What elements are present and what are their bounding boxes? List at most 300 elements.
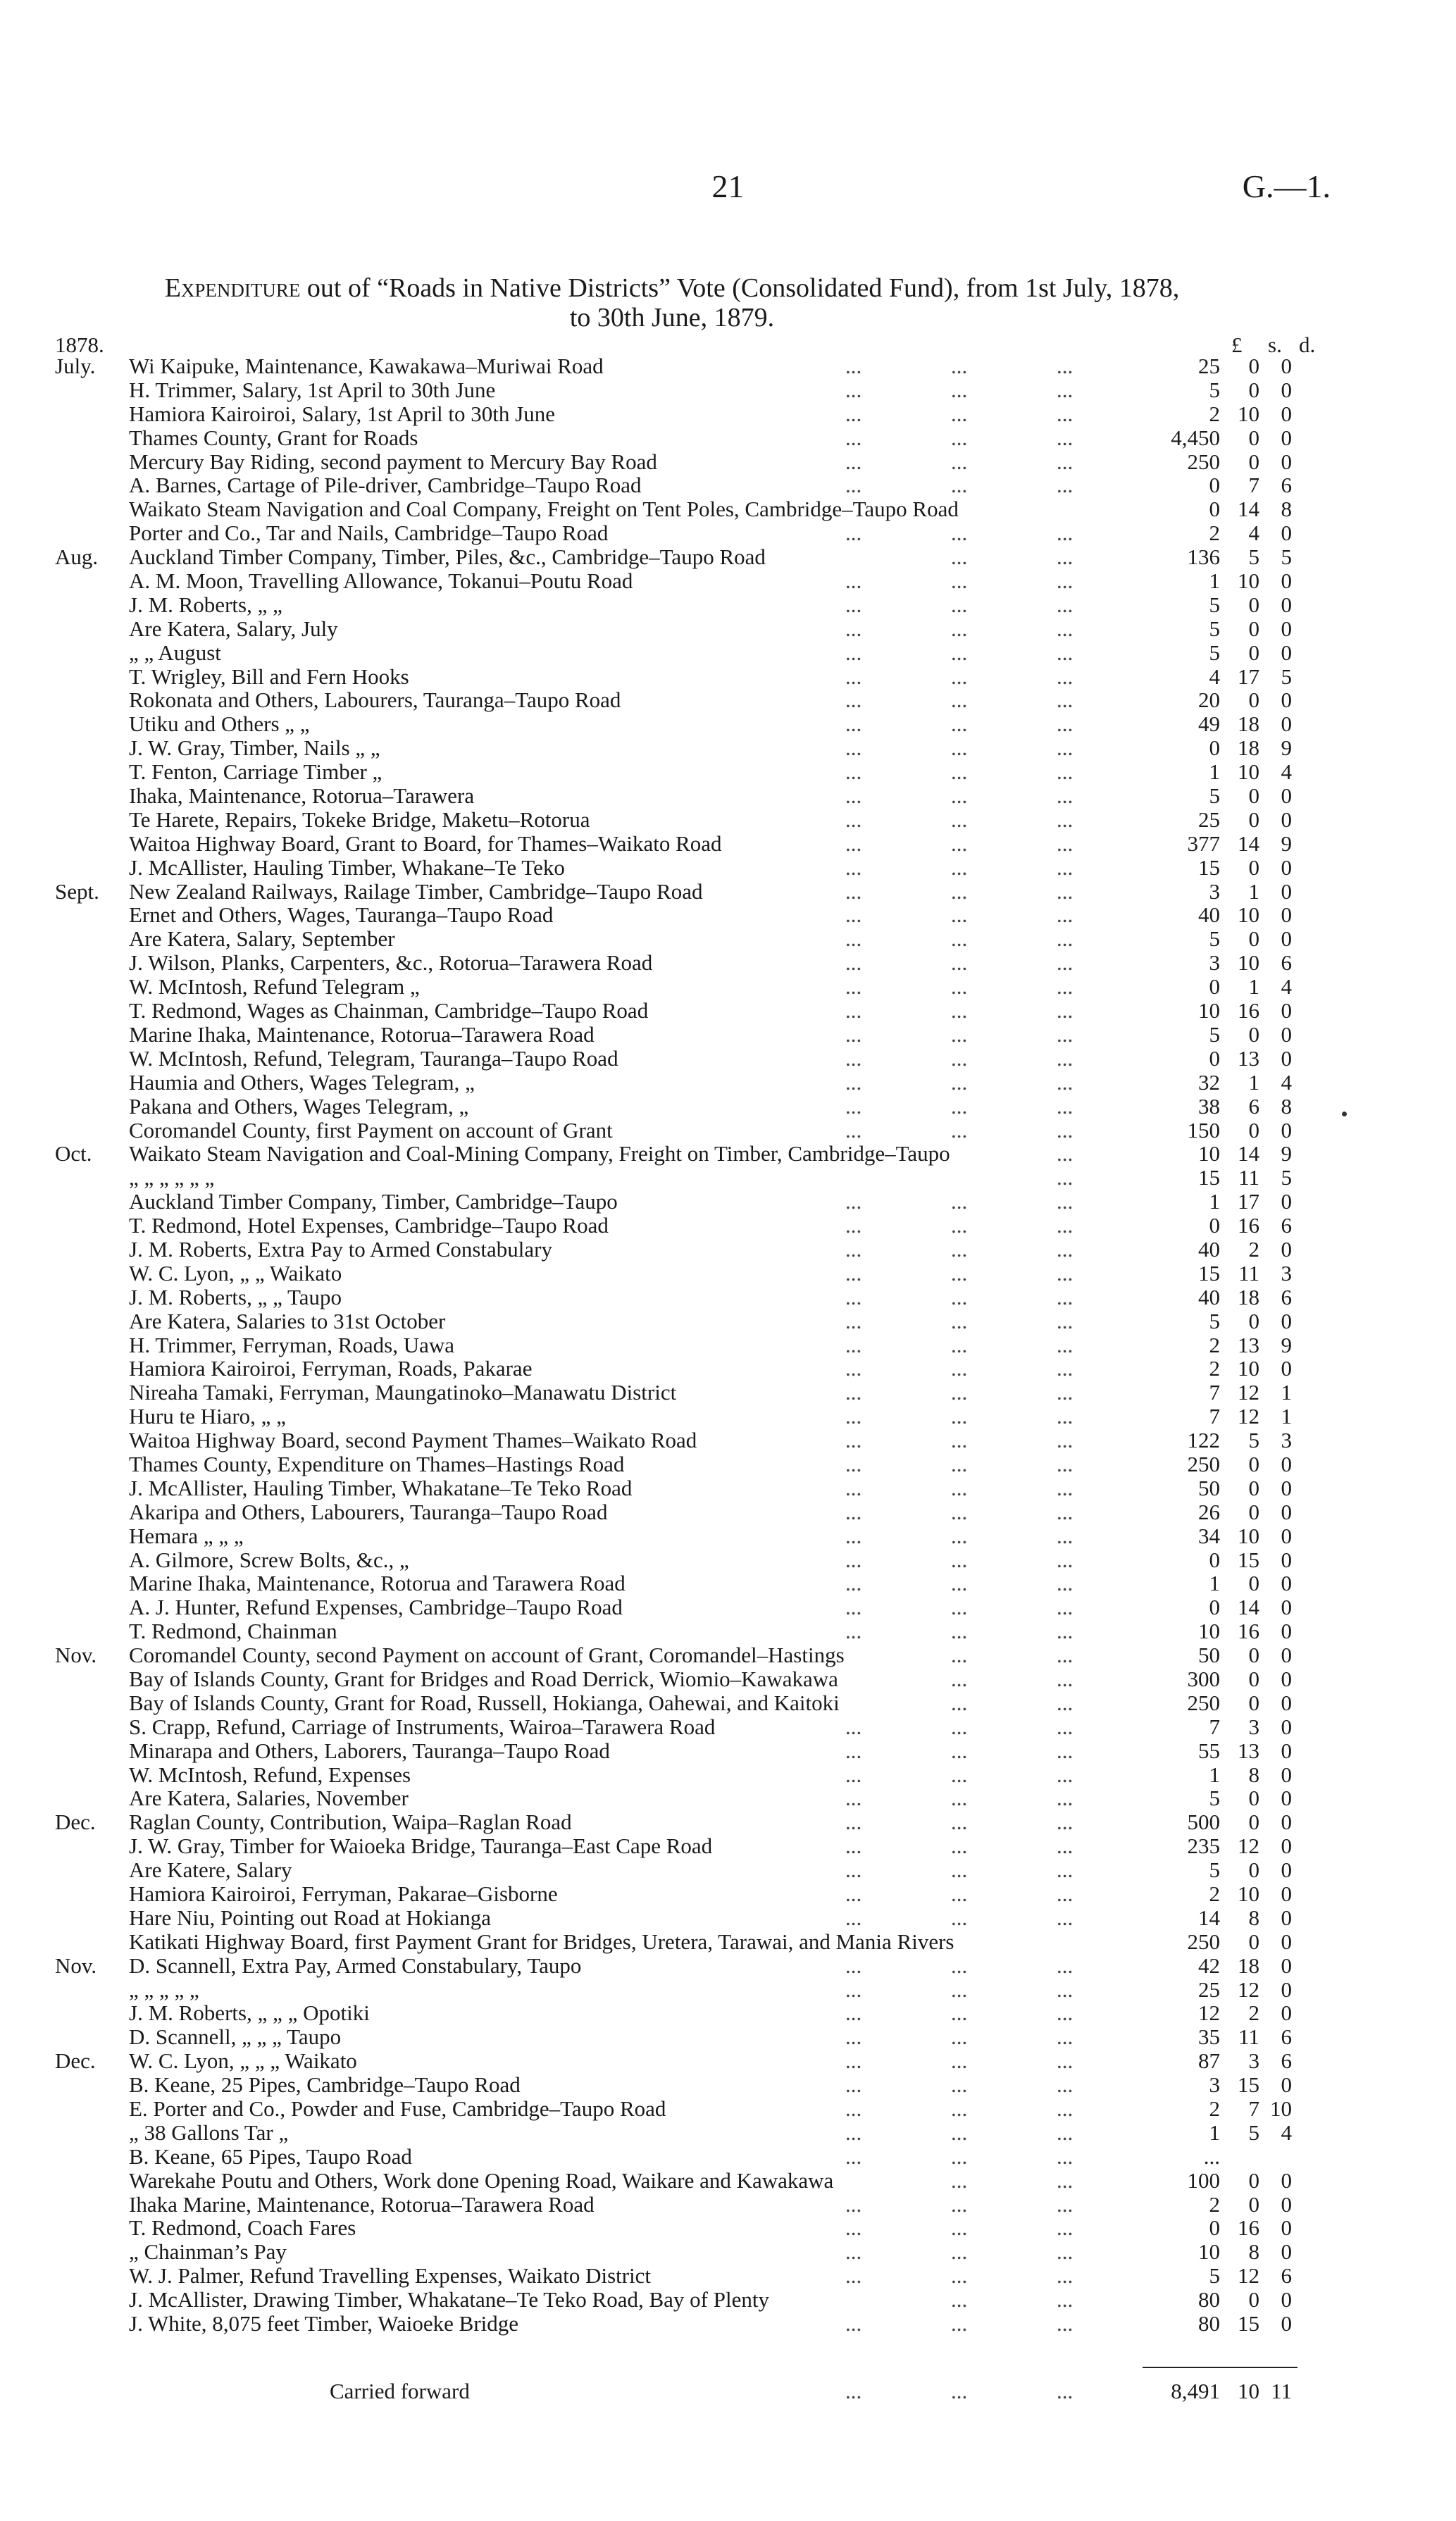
pounds: 250 bbox=[1187, 1690, 1220, 1715]
shillings: 8 bbox=[1248, 2239, 1259, 2265]
pounds: 150 bbox=[1187, 1117, 1220, 1143]
entry-amount bbox=[1155, 688, 1296, 712]
entry-amount bbox=[1155, 2001, 1296, 2025]
shillings: 12 bbox=[1238, 1380, 1259, 1405]
pounds: 40 bbox=[1198, 1284, 1220, 1309]
dot-leader-segment: ... bbox=[1057, 1308, 1074, 1333]
entry-amount bbox=[1155, 402, 1296, 426]
dot-leader-segment: ... bbox=[845, 521, 862, 546]
entry-amount bbox=[1155, 2264, 1296, 2288]
entry-description: H. Trimmer, Salary, 1st April to 30th June bbox=[129, 377, 496, 402]
dot-leader-segment: ... bbox=[845, 1332, 862, 1357]
entry-description: J. McAllister, Drawing Timber, Whakatane–Te Teko Road, Bay of Plenty bbox=[129, 2287, 769, 2313]
dot-leader-segment: ... bbox=[1057, 592, 1074, 617]
dot-leader-segment: ... bbox=[1057, 2287, 1074, 2313]
dot-leader-segment: ... bbox=[1057, 1643, 1074, 1668]
entry-amount bbox=[1155, 1238, 1296, 1262]
pounds: 4 bbox=[1209, 664, 1220, 689]
pounds: 2 bbox=[1209, 1881, 1220, 1906]
shillings: 1 bbox=[1248, 1069, 1259, 1095]
dot-leader-segment: ... bbox=[845, 2379, 862, 2403]
total-rule bbox=[1143, 2367, 1298, 2368]
shillings: 13 bbox=[1238, 1738, 1259, 1763]
entry-amount bbox=[1155, 2025, 1296, 2049]
entry-amount bbox=[1155, 1262, 1296, 1286]
pence: 0 bbox=[1281, 1905, 1292, 1930]
dot-leader-segment: ... bbox=[1057, 2096, 1074, 2122]
entry-amount bbox=[1155, 378, 1296, 402]
table-row bbox=[0, 617, 1456, 641]
entry-description: Raglan County, Contribution, Waipa–Raglan Road bbox=[129, 1810, 572, 1835]
entry-amount bbox=[1155, 1047, 1296, 1071]
shillings: 0 bbox=[1248, 1117, 1259, 1143]
dot-leader-segment: ... bbox=[951, 2072, 968, 2098]
shillings: 0 bbox=[1248, 807, 1259, 832]
shillings: 10 bbox=[1238, 950, 1259, 976]
pence: 0 bbox=[1281, 687, 1292, 713]
pounds: 49 bbox=[1198, 711, 1220, 737]
pounds: 50 bbox=[1198, 1643, 1220, 1668]
dot-leader-segment: ... bbox=[845, 2239, 862, 2265]
entry-description: Waikato Steam Navigation and Coal-Mining Company, Freight on Timber, Cambridge–Taupo bbox=[129, 1141, 950, 1166]
entry-amount bbox=[1155, 832, 1296, 856]
pence: 0 bbox=[1281, 401, 1292, 426]
pounds: 1 bbox=[1209, 1762, 1220, 1787]
dot-leader-segment: ... bbox=[951, 807, 968, 832]
table-row bbox=[0, 2073, 1456, 2097]
table-row bbox=[0, 1428, 1456, 1452]
pounds: 250 bbox=[1187, 449, 1220, 474]
table-row bbox=[0, 2145, 1456, 2169]
table-row bbox=[0, 832, 1456, 856]
entry-amount bbox=[1155, 2049, 1296, 2073]
pounds: 34 bbox=[1198, 1523, 1220, 1548]
table-row bbox=[0, 1834, 1456, 1858]
dot-leader-segment: ... bbox=[845, 1189, 862, 1214]
pounds: 1 bbox=[1209, 568, 1220, 594]
pounds: 0 bbox=[1209, 1213, 1220, 1238]
dot-leader-segment: ... bbox=[951, 1738, 968, 1763]
shillings: 10 bbox=[1238, 1356, 1259, 1381]
dot-leader-segment: ... bbox=[1057, 1069, 1074, 1095]
pounds: 2 bbox=[1209, 401, 1220, 426]
entry-amount bbox=[1155, 473, 1296, 497]
table-row bbox=[0, 880, 1456, 904]
shillings: 0 bbox=[1248, 449, 1259, 474]
dot-leader-segment: ... bbox=[951, 878, 968, 904]
dot-leader-segment: ... bbox=[1057, 2048, 1074, 2074]
dot-leader-segment: ... bbox=[1057, 1404, 1074, 1429]
pence: 0 bbox=[1281, 807, 1292, 832]
entry-amount bbox=[1155, 856, 1296, 880]
entry-amount bbox=[1155, 1166, 1296, 1190]
table-row bbox=[0, 2312, 1456, 2336]
shillings: 18 bbox=[1238, 1284, 1259, 1309]
dot-leader-segment: ... bbox=[845, 2191, 862, 2217]
entry-description: Hare Niu, Pointing out Road at Hokianga bbox=[129, 1905, 491, 1930]
shillings: 3 bbox=[1248, 1714, 1259, 1739]
pence: 0 bbox=[1281, 783, 1292, 809]
pence: 0 bbox=[1281, 1236, 1292, 1262]
table-row bbox=[0, 1333, 1456, 1357]
dot-leader-segment: ... bbox=[845, 1045, 862, 1071]
entry-amount bbox=[1155, 521, 1296, 545]
month-label: Dec. bbox=[55, 2048, 96, 2074]
print-speck bbox=[1342, 1112, 1347, 1116]
shillings: 0 bbox=[1248, 926, 1259, 952]
dot-leader-segment: ... bbox=[1057, 1619, 1074, 1644]
dot-leader-segment: ... bbox=[845, 1260, 862, 1286]
entry-amount bbox=[1155, 1309, 1296, 1333]
pounds: 0 bbox=[1209, 473, 1220, 498]
shillings: 6 bbox=[1248, 1093, 1259, 1119]
pounds: 250 bbox=[1187, 1929, 1220, 1954]
pence: 0 bbox=[1281, 878, 1292, 904]
page-number: 21 bbox=[711, 168, 745, 204]
entry-amount bbox=[1155, 784, 1296, 808]
entry-description: J. M. Roberts, „ „ „ Opotiki bbox=[129, 2000, 370, 2026]
pence: 0 bbox=[1281, 1021, 1292, 1047]
entry-amount bbox=[1155, 975, 1296, 999]
pounds: 25 bbox=[1198, 354, 1220, 378]
table-row bbox=[0, 2216, 1456, 2240]
table-row bbox=[0, 1667, 1456, 1691]
pence: 0 bbox=[1281, 1356, 1292, 1381]
carried-forward-label: Carried forward bbox=[330, 2379, 470, 2403]
entry-description: Pakana and Others, Wages Telegram, „ bbox=[129, 1093, 469, 1119]
pounds: ... bbox=[1203, 2143, 1220, 2169]
dot-leader-segment: ... bbox=[845, 2311, 862, 2336]
dot-leader-segment: ... bbox=[951, 1595, 968, 1620]
month-label: Oct. bbox=[55, 1141, 92, 1166]
entry-description: Utiku and Others „ „ bbox=[129, 711, 310, 737]
pence: 0 bbox=[1281, 711, 1292, 737]
pence: 9 bbox=[1281, 1141, 1292, 1166]
dot-leader-segment: ... bbox=[845, 473, 862, 498]
entry-description: Marine Ihaka, Maintenance, Rotorua and Tarawera Road bbox=[129, 1571, 626, 1596]
table-row bbox=[0, 1262, 1456, 1286]
entry-description: Auckland Timber Company, Timber, Cambridge–Taupo bbox=[129, 1189, 618, 1214]
dot-leader-segment: ... bbox=[1057, 521, 1074, 546]
pence: 0 bbox=[1281, 1308, 1292, 1333]
pence: 6 bbox=[1281, 2263, 1292, 2289]
table-row bbox=[0, 2240, 1456, 2264]
entry-amount bbox=[1155, 1428, 1296, 1452]
pounds: 1 bbox=[1209, 759, 1220, 785]
pence: 0 bbox=[1281, 1045, 1292, 1071]
table-row bbox=[0, 1214, 1456, 1238]
title-lead-word: Expenditure bbox=[164, 273, 301, 303]
table-row bbox=[0, 903, 1456, 927]
entry-description: T. Redmond, Coach Fares bbox=[129, 2215, 356, 2241]
entry-description: Warekahe Poutu and Others, Work done Opening Road, Waikare and Kawakawa bbox=[129, 2167, 834, 2193]
entry-amount bbox=[1155, 1906, 1296, 1930]
table-row bbox=[0, 1524, 1456, 1548]
entry-amount bbox=[1155, 426, 1296, 450]
pounds: 3 bbox=[1209, 2072, 1220, 2098]
dot-leader-segment: ... bbox=[951, 1356, 968, 1381]
pounds: 7 bbox=[1209, 1380, 1220, 1405]
table-row bbox=[0, 688, 1456, 712]
table-row bbox=[0, 1309, 1456, 1333]
entry-amount bbox=[1155, 1834, 1296, 1858]
shillings: 0 bbox=[1248, 783, 1259, 809]
dot-leader-segment: ... bbox=[951, 2287, 968, 2313]
dot-leader-segment: ... bbox=[845, 711, 862, 737]
entry-amount bbox=[1155, 2121, 1296, 2145]
entry-description: J. McAllister, Hauling Timber, Whakatane–Te Teko Road bbox=[129, 1475, 633, 1500]
pounds: 12 bbox=[1198, 2000, 1220, 2026]
dot-leader-segment: ... bbox=[845, 616, 862, 641]
dot-leader-segment: ... bbox=[845, 1762, 862, 1787]
dot-leader-segment: ... bbox=[845, 1547, 862, 1572]
pence: 4 bbox=[1281, 759, 1292, 785]
dot-leader-segment: ... bbox=[1057, 1451, 1074, 1476]
shillings: 18 bbox=[1238, 1953, 1259, 1978]
table-row bbox=[0, 1381, 1456, 1405]
pounds: 8,491 bbox=[1171, 2379, 1220, 2403]
dot-leader-segment: ... bbox=[1057, 687, 1074, 713]
pounds: 1 bbox=[1209, 2119, 1220, 2145]
dot-leader-segment: ... bbox=[951, 1690, 968, 1715]
shillings: 0 bbox=[1248, 616, 1259, 641]
dot-leader-segment: ... bbox=[951, 1810, 968, 1835]
dot-leader-segment: ... bbox=[845, 1881, 862, 1906]
dot-leader-segment: ... bbox=[951, 1308, 968, 1333]
table-row bbox=[0, 712, 1456, 736]
pounds: 7 bbox=[1209, 1714, 1220, 1739]
dot-leader-segment: ... bbox=[1057, 807, 1074, 832]
entry-amount bbox=[1155, 1643, 1296, 1667]
dot-leader-segment: ... bbox=[1057, 1021, 1074, 1047]
pounds: 40 bbox=[1198, 1236, 1220, 1262]
pence: 6 bbox=[1281, 473, 1292, 498]
entry-description: Hamiora Kairoiroi, Ferryman, Roads, Pakarae bbox=[129, 1356, 533, 1381]
dot-leader-segment: ... bbox=[1057, 2239, 1074, 2265]
dot-leader-segment: ... bbox=[845, 2048, 862, 2074]
table-row bbox=[0, 1763, 1456, 1787]
dot-leader-segment: ... bbox=[1057, 2143, 1074, 2169]
shillings: 0 bbox=[1248, 1690, 1259, 1715]
pence: 11 bbox=[1271, 2379, 1292, 2403]
month-label: July. bbox=[55, 354, 96, 378]
dot-leader-segment: ... bbox=[951, 974, 968, 1000]
entry-description: D. Scannell, „ „ „ Taupo bbox=[129, 2024, 342, 2050]
month-label: Nov. bbox=[55, 1643, 97, 1668]
table-row bbox=[0, 1619, 1456, 1643]
document-reference: G.—1. bbox=[1242, 168, 1331, 204]
entry-amount bbox=[1155, 1595, 1296, 1619]
shillings: 10 bbox=[1238, 401, 1259, 426]
dot-leader-segment: ... bbox=[951, 664, 968, 689]
pounds: 0 bbox=[1209, 735, 1220, 761]
dot-leader-segment: ... bbox=[845, 687, 862, 713]
table-row bbox=[0, 1643, 1456, 1667]
pounds: 3 bbox=[1209, 950, 1220, 976]
entry-description: „ „ August bbox=[129, 640, 221, 665]
entry-amount bbox=[1155, 1619, 1296, 1643]
dot-leader-segment: ... bbox=[951, 1236, 968, 1262]
entry-description: Waikato Steam Navigation and Coal Company, Freight on Tent Poles, Cambridge–Taupo Road bbox=[129, 497, 959, 522]
entry-description: A. J. Hunter, Refund Expenses, Cambridge–Taupo Road bbox=[129, 1595, 623, 1620]
entry-amount bbox=[1155, 1524, 1296, 1548]
pounds: 42 bbox=[1198, 1953, 1220, 1978]
dot-leader-segment: ... bbox=[951, 425, 968, 450]
dot-leader-segment: ... bbox=[845, 1213, 862, 1238]
dot-leader-segment: ... bbox=[1057, 1141, 1074, 1166]
dot-leader-segment: ... bbox=[1057, 2119, 1074, 2145]
pence: 0 bbox=[1281, 1714, 1292, 1739]
dot-leader-segment: ... bbox=[845, 1356, 862, 1381]
pence: 0 bbox=[1281, 1571, 1292, 1596]
entry-description: Wi Kaipuke, Maintenance, Kawakawa–Muriwai Road bbox=[129, 354, 604, 378]
month-label: Dec. bbox=[55, 1810, 96, 1835]
pence: 0 bbox=[1281, 1977, 1292, 2002]
pounds: 5 bbox=[1209, 616, 1220, 641]
entry-amount bbox=[1155, 2193, 1296, 2217]
shillings: 1 bbox=[1248, 878, 1259, 904]
table-row bbox=[0, 1715, 1456, 1739]
dot-leader-segment: ... bbox=[845, 1834, 862, 1859]
dot-leader-segment: ... bbox=[951, 2048, 968, 2074]
entry-amount bbox=[1155, 1954, 1296, 1978]
entry-amount bbox=[1155, 1142, 1296, 1166]
pence: 0 bbox=[1281, 377, 1292, 402]
pounds: 2 bbox=[1209, 521, 1220, 546]
pence: 5 bbox=[1281, 664, 1292, 689]
entry-description: A. M. Moon, Travelling Allowance, Tokanui–Poutu Road bbox=[129, 568, 633, 594]
shillings: 8 bbox=[1248, 1905, 1259, 1930]
pence: 0 bbox=[1281, 2072, 1292, 2098]
entry-description: W. C. Lyon, „ „ Waikato bbox=[129, 1260, 342, 1286]
table-row bbox=[0, 951, 1456, 975]
entry-amount bbox=[1155, 1452, 1296, 1476]
entry-description: A. Barnes, Cartage of Pile-driver, Cambridge–Taupo Road bbox=[129, 473, 642, 498]
pence: 0 bbox=[1281, 1834, 1292, 1859]
pounds: 5 bbox=[1209, 592, 1220, 617]
entry-description: A. Gilmore, Screw Bolts, &c., „ bbox=[129, 1547, 409, 1572]
dot-leader-segment: ... bbox=[951, 1189, 968, 1214]
dot-leader-segment: ... bbox=[845, 1404, 862, 1429]
dot-leader-segment: ... bbox=[1057, 2167, 1074, 2193]
entry-amount bbox=[1155, 1119, 1296, 1143]
shillings: 3 bbox=[1248, 2048, 1259, 2074]
dot-leader-segment: ... bbox=[951, 1284, 968, 1309]
dot-leader-segment: ... bbox=[1057, 2215, 1074, 2241]
dot-leader-segment: ... bbox=[951, 449, 968, 474]
dot-leader-segment: ... bbox=[951, 2167, 968, 2193]
pounds: 5 bbox=[1209, 377, 1220, 402]
carried-forward-row bbox=[0, 2379, 1456, 2403]
table-row bbox=[0, 2025, 1456, 2049]
dot-leader-segment: ... bbox=[845, 735, 862, 761]
entry-description: T. Redmond, Chainman bbox=[129, 1619, 337, 1644]
shillings: 14 bbox=[1238, 1141, 1259, 1166]
dot-leader-segment: ... bbox=[845, 1380, 862, 1405]
shillings: 0 bbox=[1248, 2191, 1259, 2217]
pounds: 15 bbox=[1198, 1165, 1220, 1190]
entry-amount bbox=[1155, 999, 1296, 1023]
entry-amount bbox=[1155, 617, 1296, 641]
table-row bbox=[0, 1978, 1456, 2002]
dot-leader-segment: ... bbox=[845, 1905, 862, 1930]
dot-leader-segment: ... bbox=[1057, 377, 1074, 402]
shillings: 15 bbox=[1238, 1547, 1259, 1572]
shillings: 0 bbox=[1248, 687, 1259, 713]
dot-leader-segment: ... bbox=[1057, 2379, 1074, 2403]
dot-leader-segment: ... bbox=[845, 998, 862, 1023]
shillings: 10 bbox=[1238, 759, 1259, 785]
entry-amount bbox=[1155, 2145, 1296, 2169]
dot-leader-segment: ... bbox=[845, 1021, 862, 1047]
entry-amount bbox=[1155, 665, 1296, 689]
expenditure-table bbox=[0, 354, 1456, 2336]
entry-amount bbox=[1155, 1667, 1296, 1691]
entry-amount bbox=[1155, 2312, 1296, 2336]
pounds: 136 bbox=[1187, 544, 1220, 570]
shillings: 16 bbox=[1238, 1213, 1259, 1238]
table-row bbox=[0, 1238, 1456, 1262]
dot-leader-segment: ... bbox=[951, 783, 968, 809]
table-row bbox=[0, 2001, 1456, 2025]
shillings: 0 bbox=[1248, 425, 1259, 450]
dot-leader-segment: ... bbox=[1057, 1523, 1074, 1548]
dot-leader-segment: ... bbox=[951, 1380, 968, 1405]
dot-leader-segment: ... bbox=[845, 1714, 862, 1739]
pence: 0 bbox=[1281, 902, 1292, 928]
dot-leader-segment: ... bbox=[845, 902, 862, 928]
table-row bbox=[0, 641, 1456, 665]
entry-description: J. M. Roberts, „ „ bbox=[129, 592, 282, 617]
dot-leader-segment: ... bbox=[845, 1236, 862, 1262]
table-row bbox=[0, 1810, 1456, 1834]
pence: 4 bbox=[1281, 2119, 1292, 2145]
pounds: 15 bbox=[1198, 854, 1220, 880]
pounds: 2 bbox=[1209, 2191, 1220, 2217]
dot-leader-segment: ... bbox=[951, 902, 968, 928]
dot-leader-segment: ... bbox=[951, 2379, 968, 2403]
pence: 0 bbox=[1281, 1738, 1292, 1763]
dot-leader-segment: ... bbox=[845, 640, 862, 665]
pence: 1 bbox=[1281, 1380, 1292, 1405]
shillings: 0 bbox=[1248, 2167, 1259, 2193]
table-row bbox=[0, 450, 1456, 474]
pence: 0 bbox=[1281, 592, 1292, 617]
shillings: 5 bbox=[1248, 544, 1259, 570]
pence: 0 bbox=[1281, 1762, 1292, 1787]
entry-amount bbox=[1155, 1930, 1296, 1954]
entry-description: J. White, 8,075 feet Timber, Waioeke Bridge bbox=[129, 2311, 519, 2336]
entry-amount bbox=[1155, 1357, 1296, 1381]
pence: 0 bbox=[1281, 616, 1292, 641]
dot-leader-segment: ... bbox=[1057, 1881, 1074, 1906]
entry-amount bbox=[1155, 1095, 1296, 1119]
shillings: 16 bbox=[1238, 1619, 1259, 1644]
month-label: Aug. bbox=[55, 544, 99, 570]
pounds: 0 bbox=[1209, 1547, 1220, 1572]
pence: 0 bbox=[1281, 1619, 1292, 1644]
dot-leader-segment: ... bbox=[951, 640, 968, 665]
dot-leader-segment: ... bbox=[845, 1595, 862, 1620]
dot-leader-segment: ... bbox=[951, 521, 968, 546]
table-row bbox=[0, 593, 1456, 617]
pounds: 1 bbox=[1209, 1571, 1220, 1596]
dot-leader-segment: ... bbox=[1057, 1857, 1074, 1883]
dot-leader-segment: ... bbox=[951, 2000, 968, 2026]
shillings: 0 bbox=[1248, 854, 1259, 880]
entry-amount bbox=[1155, 2169, 1296, 2193]
entry-description: Are Katera, Salary, July bbox=[129, 616, 338, 641]
